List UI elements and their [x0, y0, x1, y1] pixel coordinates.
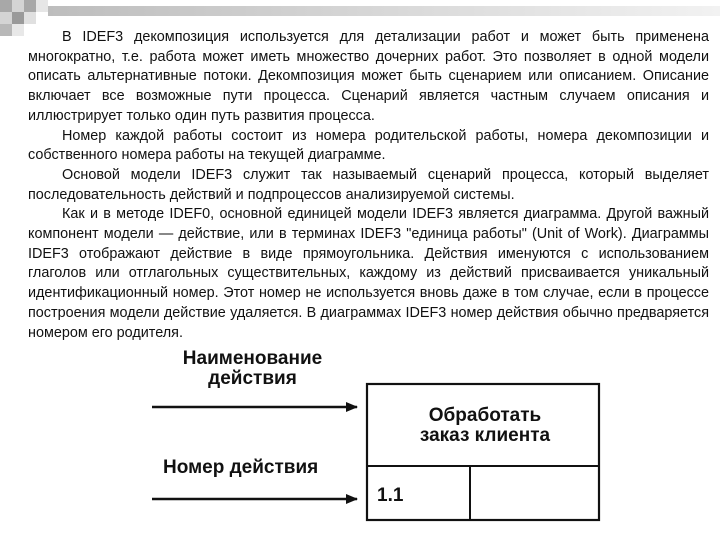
diagram-graphics: [0, 340, 720, 540]
paragraph: Как и в методе IDEF0, основной единицей модели IDEF3 является диаграмма. Другой важный компонент модели — действие, или в терминах IDEF3 "единица работы" (Unit of Work). Диаграммы IDEF3 отображают действие в виде прямоугольника. Действия именуются с использованием глаголов или отглагольных существительных, каждому из действий присваивается уникальный идентификационный номер. Этот номер не используется вновь даже в том случае, если в процессе построения модели действие удаляется. В диаграммах IDEF3 номер действия обычно предваряется номером его родителя.: [28, 206, 709, 341]
deco-square: [36, 0, 48, 12]
deco-square: [0, 0, 12, 12]
action-name-caption-line: действия: [208, 368, 297, 389]
deco-bar: [48, 6, 720, 16]
action-number-text: 1.1: [377, 485, 404, 506]
action-name-caption-line: Наименование: [182, 348, 323, 369]
document-body: [28, 28, 709, 343]
action-number-caption: Номер действия: [163, 457, 319, 478]
action-name-line: заказ клиента: [419, 425, 551, 446]
action-name-line: Обработать: [428, 405, 542, 426]
idef3-action-diagram: [0, 340, 720, 540]
deco-square: [24, 0, 36, 12]
action-name-text: [372, 406, 598, 446]
paragraph: Основой модели IDEF3 служит так называемый сценарий процесса, который выделяет последовательность действий и подпроцессов анализируемой системы.: [28, 166, 709, 203]
deco-square: [12, 24, 24, 36]
paragraph: Номер каждой работы состоит из номера родительской работы, номера декомпозиции и собственного номера работы на текущей диаграмме.: [28, 127, 709, 164]
deco-square: [0, 24, 12, 36]
deco-square: [12, 0, 24, 12]
action-name-caption: [160, 349, 345, 389]
deco-square: [12, 12, 24, 24]
deco-square: [24, 12, 36, 24]
paragraph: В IDEF3 декомпозиция используется для детализации работ и может быть применена многократно, т.е. работа может иметь множество дочерних работ. Это позволяет в одной модели описать альтернативные потоки. Декомпозиция может быть сценарием или описанием. Описание включает все возможные пути процесса. Сценарий является частным случаем описания и иллюстрирует только один путь развития процесса.: [28, 29, 709, 124]
deco-square: [0, 12, 12, 24]
